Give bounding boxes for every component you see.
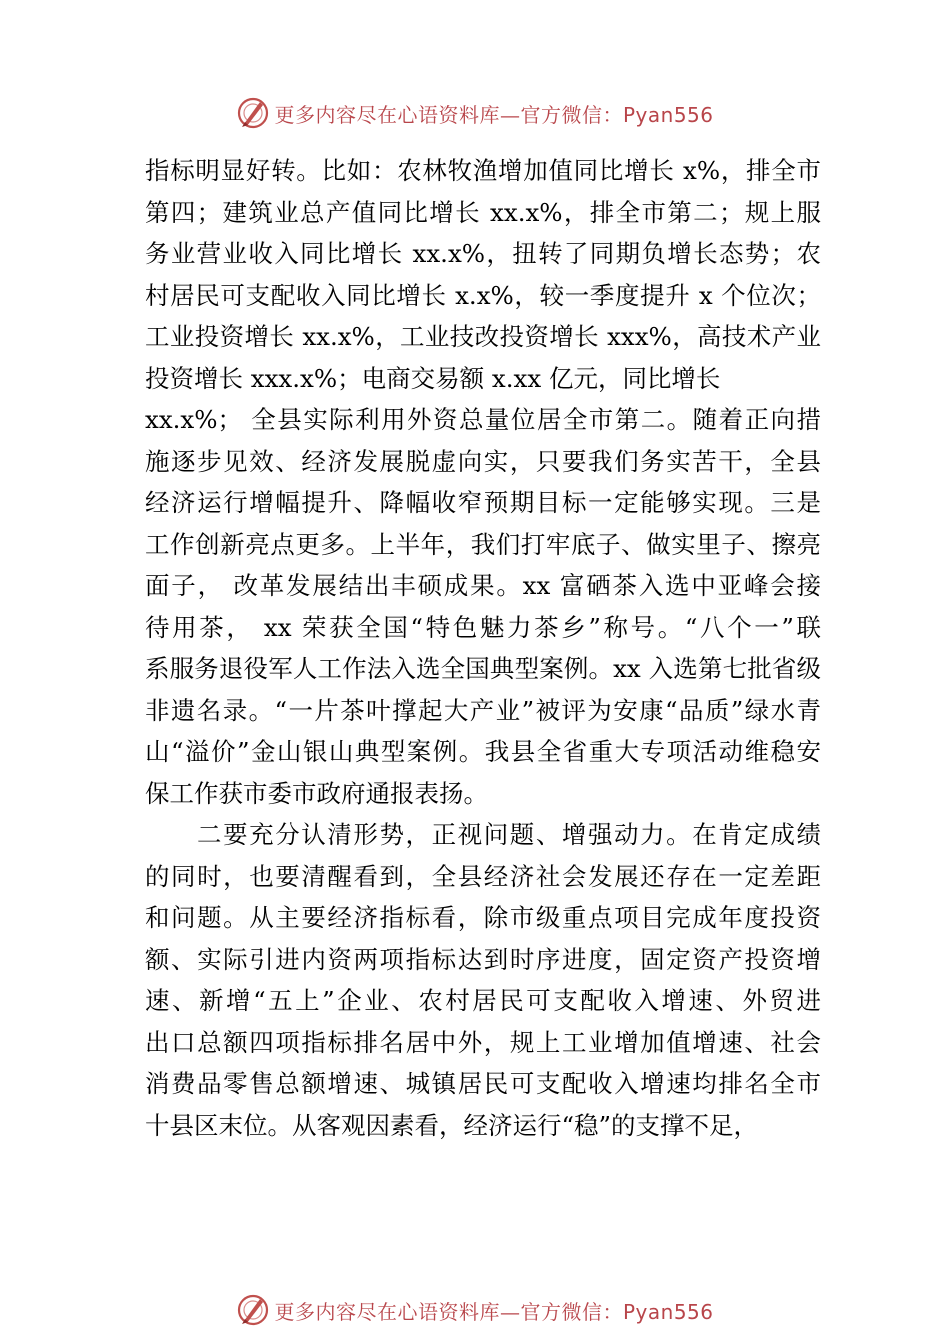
text-line: 指标明显好转。比如：农林牧渔增加值同比增长 x%，排全市 [145, 156, 821, 185]
text-line: 非遗名录。“一片茶叶撑起大产业”被评为安康“品质”绿水青 [145, 695, 821, 725]
text-line: xx.x%； 全县实际利用外资总量位居全市第二。随着正向措 [145, 405, 821, 434]
text-line: 十县区末位。从客观因素看，经济运行“稳”的支撑不足， [145, 1110, 759, 1140]
text-line: 第四；建筑业总产值同比增长 xx.x%，排全市第二；规上服 [145, 197, 821, 227]
banner-text [274, 1296, 713, 1325]
header-banner [0, 93, 950, 133]
footer-banner [0, 1290, 950, 1330]
text-line: 经济运行增幅提升、降幅收窄预期目标一定能够实现。三是 [145, 488, 821, 517]
text-line: 系服务退役军人工作法入选全国典型案例。xx 入选第七批省级 [145, 654, 821, 683]
text-line: 投资增长 xxx.x%；电商交易额 x.xx 亿元，同比增长 [145, 363, 721, 393]
text-line: 额、实际引进内资两项指标达到时序进度，固定资产投资增 [145, 944, 821, 974]
text-line: 和问题。从主要经济指标看，除市级重点项目完成年度投资 [145, 903, 821, 932]
banner-slogan: 更多内容尽在心语资料库—官方微信： [274, 1299, 623, 1324]
paragraph-2 [145, 814, 821, 1146]
text-line: 的同时，也要清醒看到，全县经济社会发展还存在一定差距 [145, 861, 821, 891]
text-line: 工作创新亮点更多。上半年，我们打牢底子、做实里子、擦亮 [145, 529, 821, 559]
text-line: 保工作获市委市政府通报表扬。 [145, 778, 488, 808]
text-line: 二要充分认清形势，正视问题、增强动力。在肯定成绩 [197, 820, 821, 849]
banner-wechat-id: Pyan556 [622, 1299, 714, 1324]
text-line: 工业投资增长 xx.x%，工业技改投资增长 xxx%，高技术产业 [145, 322, 821, 351]
text-line: 出口总额四项指标排名居中外，规上工业增加值增速、社会 [145, 1027, 821, 1057]
text-line: 山“溢价”金山银山典型案例。我县全省重大专项活动维稳安 [145, 737, 821, 766]
text-line: 消费品零售总额增速、城镇居民可支配收入增速均排名全市 [145, 1069, 821, 1098]
paragraph-1 [145, 150, 821, 814]
quill-logo-icon [236, 1293, 270, 1327]
document-body [145, 150, 821, 1146]
quill-logo-icon [236, 96, 270, 130]
text-line: 速、新增“五上”企业、农村居民可支配收入增速、外贸进 [145, 986, 821, 1015]
text-line: 村居民可支配收入同比增长 x.x%，较一季度提升 x 个位次； [145, 280, 821, 310]
text-line: 务业营业收入同比增长 xx.x%，扭转了同期负增长态势；农 [145, 239, 821, 268]
text-line: 面子， 改革发展结出丰硕成果。xx 富硒茶入选中亚峰会接 [145, 571, 821, 600]
text-line: 待用茶， xx 荣获全国“特色魅力茶乡”称号。“八个一”联 [145, 612, 821, 642]
banner-text [274, 99, 713, 128]
text-line: 施逐步见效、经济发展脱虚向实，只要我们务实苦干，全县 [145, 446, 821, 476]
banner-wechat-id: Pyan556 [622, 102, 714, 127]
banner-slogan: 更多内容尽在心语资料库—官方微信： [274, 102, 623, 127]
